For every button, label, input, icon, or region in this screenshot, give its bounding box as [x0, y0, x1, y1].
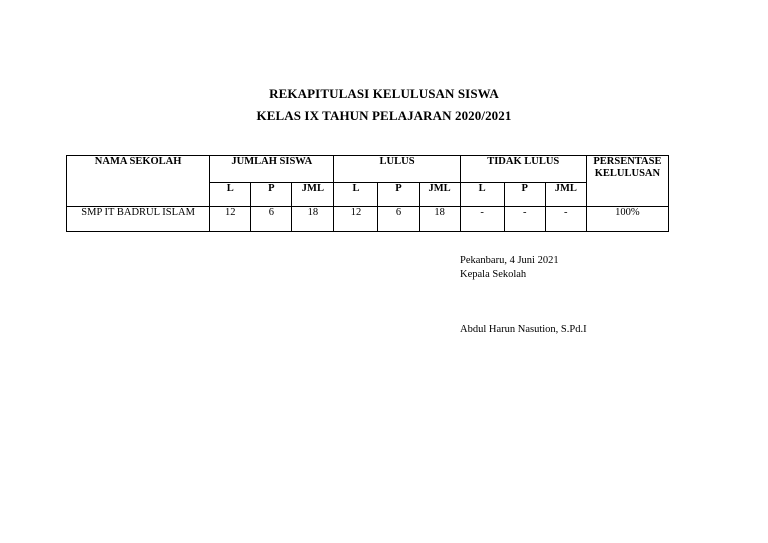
table-header-row	[67, 156, 669, 183]
table-row	[67, 207, 669, 232]
document-subtitle: KELAS IX TAHUN PELAJARAN 2020/2021	[256, 108, 512, 123]
signature-place-date: Pekanbaru, 4 Juni 2021	[460, 255, 559, 266]
subheader-jumlah-jml: JML	[292, 183, 334, 207]
header-tidak-lulus: TIDAK LULUS	[460, 156, 586, 183]
graduation-recap-table	[66, 155, 669, 232]
cell-jumlah-l: 12	[210, 207, 251, 232]
header-lulus: LULUS	[334, 156, 460, 183]
subheader-tidak-lulus-jml: JML	[545, 183, 586, 207]
header-persentase-line1: PERSENTASE	[593, 156, 662, 167]
cell-jumlah-p: 6	[251, 207, 292, 232]
header-jumlah-siswa: JUMLAH SISWA	[210, 156, 334, 183]
cell-tidak-lulus-l: -	[460, 207, 504, 232]
subheader-lulus-l: L	[334, 183, 378, 207]
header-nama-sekolah: NAMA SEKOLAH	[67, 156, 210, 207]
cell-lulus-jml: 18	[419, 207, 460, 232]
header-persentase-line2: KELULUSAN	[594, 168, 661, 179]
cell-lulus-l: 12	[334, 207, 378, 232]
subheader-jumlah-l: L	[210, 183, 251, 207]
cell-nama-sekolah: SMP IT BADRUL ISLAM	[67, 207, 210, 232]
subheader-tidak-lulus-p: P	[504, 183, 545, 207]
subheader-lulus-p: P	[378, 183, 419, 207]
cell-lulus-p: 6	[378, 207, 419, 232]
cell-persentase: 100%	[586, 207, 668, 232]
document-title: REKAPITULASI KELULUSAN SISWA	[269, 86, 499, 101]
header-persentase	[586, 156, 668, 207]
subheader-tidak-lulus-l: L	[460, 183, 504, 207]
cell-tidak-lulus-p: -	[504, 207, 545, 232]
signature-role: Kepala Sekolah	[460, 269, 527, 280]
signature-name: Abdul Harun Nasution, S.Pd.I	[460, 324, 587, 335]
subheader-lulus-jml: JML	[419, 183, 460, 207]
subheader-jumlah-p: P	[251, 183, 292, 207]
cell-tidak-lulus-jml: -	[545, 207, 586, 232]
cell-jumlah-jml: 18	[292, 207, 334, 232]
